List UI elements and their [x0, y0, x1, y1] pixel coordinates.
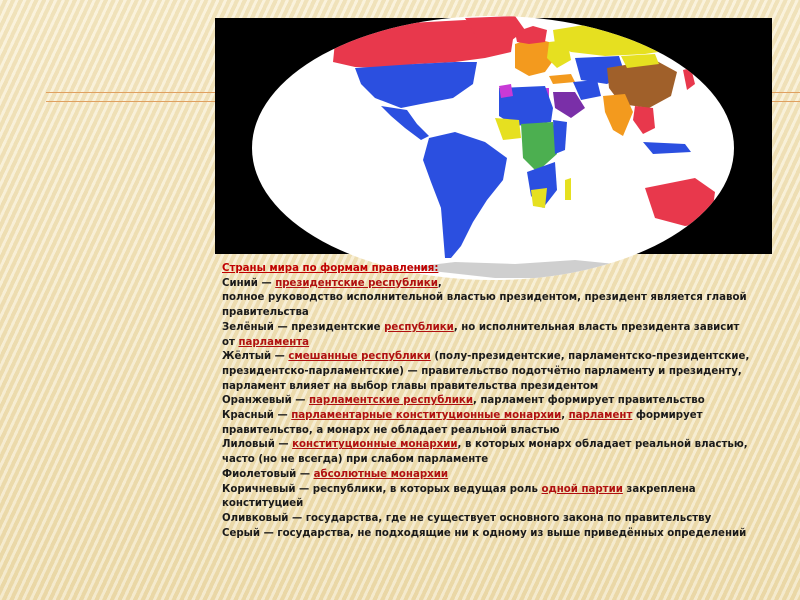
legend-link[interactable]: парламент	[568, 410, 633, 422]
legend-line	[222, 512, 768, 527]
legend-text-segment: Фиолетовый —	[222, 468, 314, 480]
legend-line	[222, 321, 768, 336]
legend-text-segment: Коричневый — республики, в которых ведущая роль	[222, 483, 542, 495]
world-map-image	[215, 12, 772, 280]
region-east-africa	[553, 120, 567, 154]
legend-line	[222, 409, 768, 424]
legend-text-segment: часто (но не всегда) при слабом парламенте	[222, 454, 489, 466]
decorative-rule-right-top	[770, 92, 800, 93]
legend-lines	[222, 277, 768, 542]
region-madagascar	[565, 178, 571, 200]
legend-text-segment: закреплена	[622, 483, 696, 495]
legend-line	[222, 483, 768, 498]
legend-text-segment: ,	[437, 277, 442, 289]
legend-text-segment: конституцией	[222, 498, 304, 510]
legend-line	[222, 336, 768, 351]
legend-text-segment: Оливковый — государства, где не существует основного закона по правительству	[222, 512, 712, 524]
legend-text-segment: от	[222, 336, 239, 348]
legend-text-segment: Серый — государства, не подходящие ни к одному из выше приведённых определений	[222, 527, 747, 539]
legend-link[interactable]: смешанные республики	[288, 351, 431, 363]
legend-line	[222, 350, 768, 365]
legend-text-segment: Лиловый —	[222, 439, 293, 451]
legend-link[interactable]: президентские республики	[275, 277, 438, 289]
legend-text-segment: ,	[561, 410, 569, 422]
legend-text-segment: (полу-президентские, парламентско-президентские,	[430, 351, 750, 363]
legend-line	[222, 497, 768, 512]
legend-line	[222, 380, 768, 395]
legend-line	[222, 424, 768, 439]
decorative-rule-right-bottom	[770, 101, 800, 102]
region-new-zealand	[723, 224, 731, 240]
legend-link[interactable]: республики	[384, 321, 454, 333]
legend-link[interactable]: абсолютные монархии	[313, 468, 448, 480]
legend-text-segment: Синий —	[222, 277, 276, 289]
legend-text-segment: правительство, а монарх не обладает реальной властью	[222, 424, 560, 436]
legend-text-segment: Жёлтый —	[222, 351, 289, 363]
legend-text-segment: формирует	[632, 410, 703, 422]
legend-text-segment: полное руководство исполнительной властью президентом, президент является главой	[222, 292, 747, 304]
legend-text-segment: Зелёный — президентские	[222, 321, 385, 333]
legend-line	[222, 277, 768, 292]
legend-line	[222, 394, 768, 409]
legend-line	[222, 291, 768, 306]
legend-text-segment: парламент влияет на выбор главы правительства президентом	[222, 380, 599, 392]
legend-link[interactable]: парламента	[238, 336, 310, 348]
legend-line	[222, 453, 768, 468]
legend-text-segment: , но исполнительная власть президента зависит	[453, 321, 740, 333]
legend-title: Страны мира по формам правления:	[222, 263, 439, 274]
legend-line	[222, 306, 768, 321]
legend-link[interactable]: конституционные монархии	[292, 439, 458, 451]
legend-text-segment: , в которых монарх обладает реальной властью,	[457, 439, 748, 451]
legend-link[interactable]: парламентские республики	[309, 395, 473, 407]
legend-link[interactable]: одной партии	[541, 483, 623, 495]
legend-text-segment: правительства	[222, 307, 309, 319]
legend-text-segment: президентско-парламентские) — правительство подотчётно парламенту и президенту,	[222, 365, 742, 377]
decorative-rule-top	[46, 92, 216, 93]
legend-text-segment: Красный —	[222, 410, 292, 422]
region-morocco	[499, 84, 513, 98]
region-south-africa-yellow	[531, 188, 547, 208]
decorative-rule-bottom	[46, 101, 216, 102]
legend-line	[222, 438, 768, 453]
legend-text-segment: Оранжевый —	[222, 395, 309, 407]
world-map-panel	[215, 18, 772, 254]
legend-text	[222, 262, 768, 541]
legend-text-segment: , парламент формирует правительство	[472, 395, 705, 407]
legend-link[interactable]: парламентарные конституционные монархии	[291, 410, 562, 422]
legend-line	[222, 468, 768, 483]
legend-line	[222, 527, 768, 542]
legend-line	[222, 365, 768, 380]
